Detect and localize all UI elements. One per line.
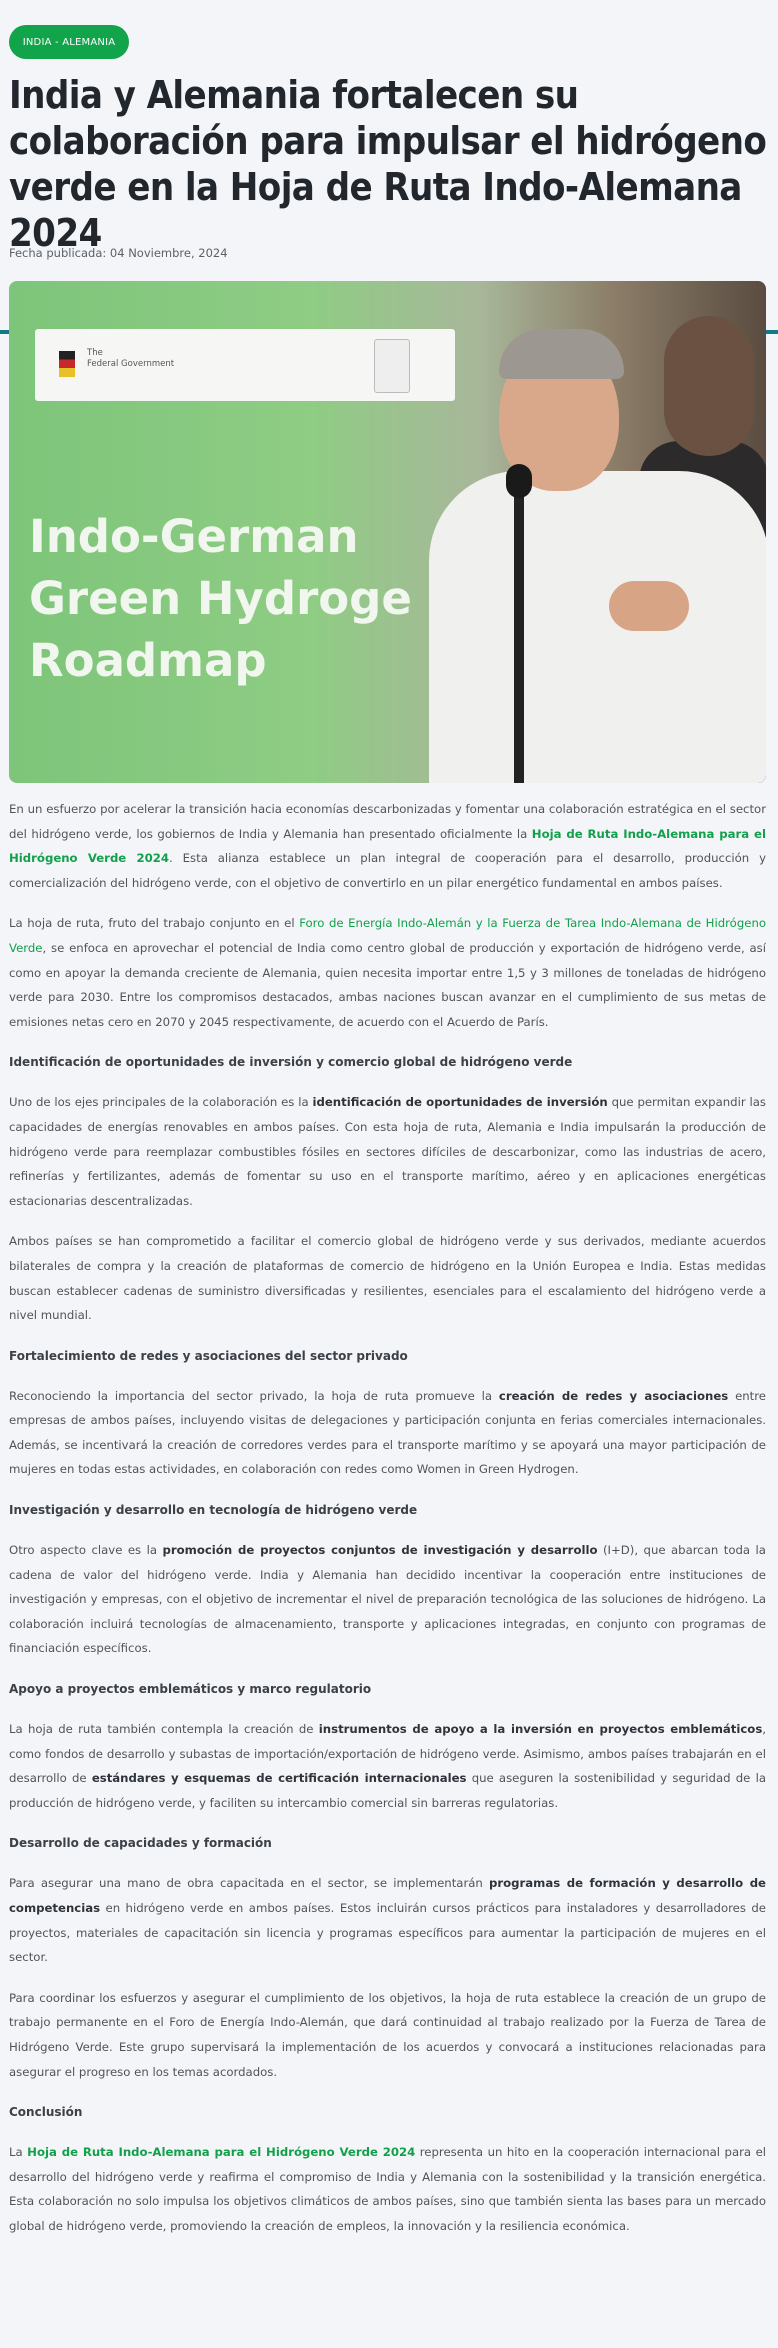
- india-emblem-icon: [374, 339, 410, 393]
- section-heading: Apoyo a proyectos emblemáticos y marco regulatorio: [9, 1682, 372, 1697]
- paragraph: Reconociendo la importancia del sector privado, la hoja de ruta promueve la creación de redes y asociaciones entre empresas de ambos países, incluyendo visitas de delegaciones y participación conjunta en ferias comerciales internacionales. Además, se incentivará la creación de corredores verdes para el transporte marítimo y se apoyará una mayor participación de mujeres en todas estas actividades, en colaboración con redes como Women in Green Hydrogen.: [9, 1388, 766, 1477]
- paragraph: Ambos países se han comprometido a facilitar el comercio global de hidrógeno verde y sus derivados, mediante acuerdos bilaterales de compra y la creación de plataformas de comercio de hidrógeno en la Unión Europea e India. Estas medidas buscan establecer cadenas de suministro diversificadas y resilientes, esenciales para el escalamiento del hidrógeno verde a nivel mundial.: [9, 1234, 766, 1323]
- paragraph: Para coordinar los esfuerzos y asegurar el cumplimiento de los objetivos, la hoja de ruta establece la creación de un grupo de trabajo permanente en el Foro de Energía Indo-Alemán, que dará continuidad al trabajo realizado por la Fuerza de Tarea de Hidrógeno Verde. Este grupo supervisará la implementación de los acuerdos y convocará a instituciones relacionadas para asegurar el progreso en los temas acordados.: [9, 1990, 766, 2079]
- publish-date: Fecha publicada: 04 Noviembre, 2024: [9, 246, 228, 260]
- hero-image: [9, 281, 766, 783]
- roadmap-link[interactable]: Hoja de Ruta Indo-Alemana para el Hidrógeno Verde 2024: [27, 2145, 416, 2160]
- section-heading: Conclusión: [9, 2105, 83, 2120]
- paragraph: Otro aspecto clave es la promoción de proyectos conjuntos de investigación y desarrollo (I+D), que abarcan toda la cadena de valor del hidrógeno verde. India y Alemania han decidido incentivar la cooperación entre instituciones de investigación y empresas, con el objetivo de incrementar el nivel de preparación tecnológica de las soluciones de hidrógeno. La colaboración incluirá tecnologías de almacenamiento, transporte y aplicaciones integradas, en conjunto con programas de financiación específicos.: [9, 1543, 766, 1656]
- section-heading: Desarrollo de capacidades y formación: [9, 1836, 272, 1851]
- section-heading: Identificación de oportunidades de inversión y comercio global de hidrógeno verde: [9, 1055, 573, 1070]
- paragraph: La hoja de ruta, fruto del trabajo conjunto en el Foro de Energía Indo-Alemán y la Fuerza de Tarea Indo-Alemana de Hidrógeno Verde, se enfoca en aprovechar el potencial de India como centro global de producción y exportación de hidrógeno verde, así como en apoyar la demanda creciente de Alemania, quien necesita importar entre 1,5 y 3 millones de toneladas de hidrógeno verde para 2030. Entre los compromisos destacados, ambas naciones buscan avanzar en el cumplimiento de sus metas de emisiones netas cero en 2070 y 2045 respectivamente, de acuerdo con el Acuerdo de París.: [9, 916, 767, 1029]
- article-body: [9, 797, 766, 2239]
- german-flag-icon: [59, 351, 75, 377]
- paragraph: En un esfuerzo por acelerar la transición hacia economías descarbonizadas y fomentar una colaboración estratégica en el sector del hidrógeno verde, los gobiernos de India y Alemania han presentado oficialmente la Hoja de Ruta Indo-Alemana para el Hidrógeno Verde 2024. Esta alianza establece un plan integral de cooperación para el desarrollo, producción y comercialización del hidrógeno verde, con el objetivo de convertirlo en un pilar energético fundamental en ambos países.: [9, 802, 766, 890]
- banner-text: The Federal Government: [87, 348, 175, 369]
- speaker-shirt: [429, 471, 766, 783]
- section-heading: Investigación y desarrollo en tecnología de hidrógeno verde: [9, 1503, 418, 1518]
- forum-link[interactable]: Foro de Energía Indo-Alemán y la Fuerza de Tarea Indo-Alemana de Hidrógeno Verde: [9, 916, 767, 955]
- paragraph: La Hoja de Ruta Indo-Alemana para el Hidrógeno Verde 2024 representa un hito en la cooperación internacional para el desarrollo del hidrógeno verde y reafirma el compromiso de India y Alemania con la sostenibilidad y la transición energética. Esta colaboración no solo impulsa los objetivos climáticos de ambos países, sino que también sienta las bases para un mercado global de hidrógeno verde, promoviendo la creación de empleos, la innovación y la resiliencia económica.: [9, 2145, 767, 2233]
- section-heading: Fortalecimiento de redes y asociaciones del sector privado: [9, 1348, 408, 1363]
- paragraph: Uno de los ejes principales de la colaboración es la identificación de oportunidades de inversión que permitan expandir las capacidades de energías renovables en ambos países. Con esta hoja de ruta, Alemania e India impulsarán la producción de hidrógeno verde para reemplazar combustibles fósiles en sectores difíciles de descarbonizar, como las industrias de acero, refinerías y fertilizantes, además de fomentar su uso en el transporte marítimo, aéreo y en aplicaciones energéticas estacionarias descentralizadas.: [9, 1095, 766, 1208]
- article-title: India y Alemania fortalecen su colaboración para impulsar el hidrógeno verde en la Hoja de Ruta Indo-Alemana 2024: [9, 73, 767, 255]
- speaker-hand: [609, 581, 689, 631]
- background-person-head: [664, 316, 754, 456]
- paragraph: Para asegurar una mano de obra capacitada en el sector, se implementarán programas de formación y desarrollo de competencias en hidrógeno verde en ambos países. Estos incluirán cursos prácticos para instaladores y desarrolladores de proyectos, materiales de capacitación sin licencia y programas específicos para aumentar la participación de mujeres en el sector.: [9, 1876, 766, 1965]
- category-tag[interactable]: INDIA - ALEMANIA: [9, 25, 129, 59]
- microphone-stand-icon: [514, 481, 524, 783]
- paragraph: La hoja de ruta también contempla la creación de instrumentos de apoyo a la inversión en proyectos emblemáticos, como fondos de desarrollo y subastas de importación/exportación de hidrógeno verde. Asimismo, ambos países trabajarán en el desarrollo de estándares y esquemas de certificación internacionales que aseguren la sostenibilidad y seguridad de la producción de hidrógeno verde, y faciliten su intercambio comercial sin barreras regulatorias.: [9, 1722, 766, 1810]
- speaker-hair: [499, 329, 624, 379]
- poster-title: Indo-German Green Hydroge Roadmap: [29, 510, 412, 687]
- microphone-icon: [506, 464, 532, 498]
- roadmap-link[interactable]: Hoja de Ruta Indo-Alemana para el Hidrógeno Verde 2024: [9, 826, 766, 866]
